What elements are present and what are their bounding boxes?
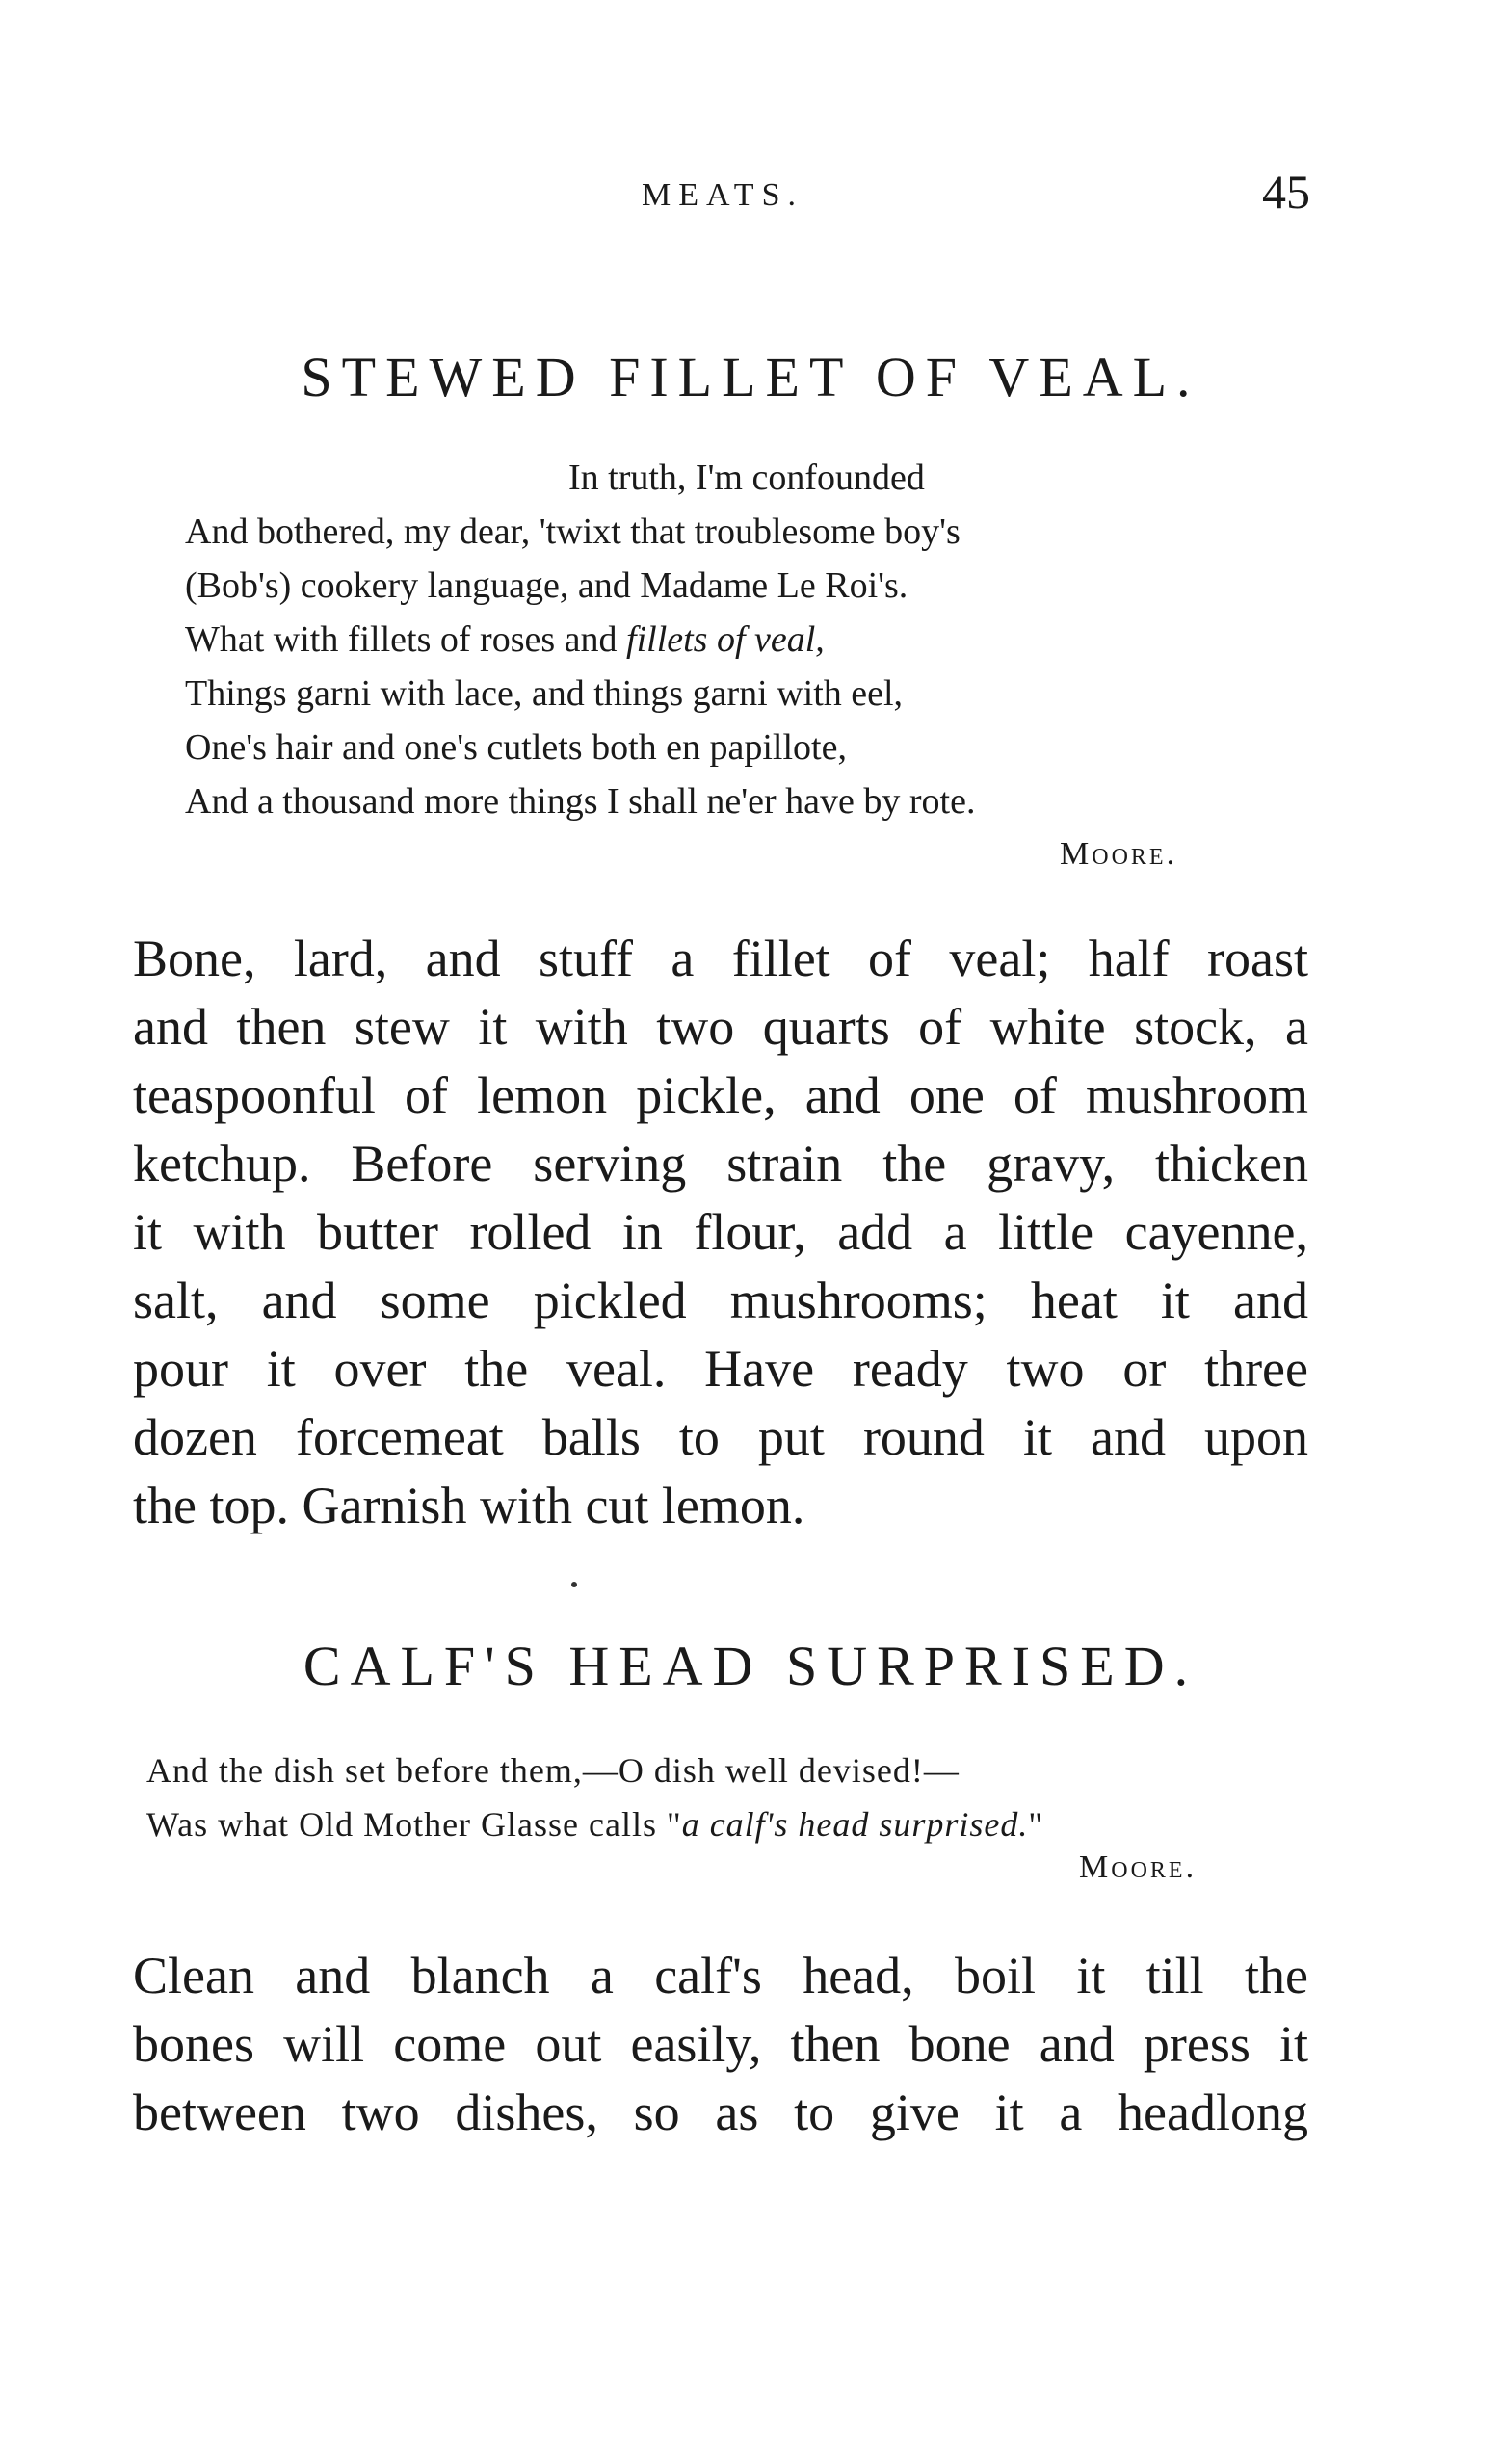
section-heading-stewed-fillet: STEWED FILLET OF VEAL. — [301, 346, 1200, 408]
text-line: the top. Garnish with cut lemon. — [133, 1477, 805, 1534]
poem-line: One's hair and one's cutlets both en papillote, — [185, 727, 847, 768]
recipe-text-stewed-fillet — [133, 925, 1308, 1540]
poem-attribution-2: Moore. — [1079, 1849, 1198, 1885]
running-head — [135, 164, 1310, 222]
text-line: ketchup. Before serving strain the gravy, thicken — [133, 1135, 1308, 1193]
text-line: teaspoonful of lemon pickle, and one of mushroom — [133, 1066, 1308, 1124]
text-line: it with butter rolled in flour, add a little cayenne, — [133, 1203, 1308, 1261]
poem-line: And the dish set before them,—O dish well devised!— — [146, 1751, 960, 1790]
text-line: between two dishes, so as to give it a headlong — [133, 2084, 1308, 2141]
poem-line: In truth, I'm confounded — [568, 458, 925, 498]
page-number: 45 — [1262, 165, 1310, 219]
text-line: and then stew it with two quarts of white stock, a — [133, 998, 1308, 1056]
poem-line: Was what Old Mother Glasse calls "a calf's head surprised." — [146, 1805, 1044, 1844]
poem-line: Things garni with lace, and things garni with eel, — [185, 673, 904, 714]
epigraph-poem-2 — [146, 1743, 1043, 1851]
section-heading-calfs-head: CALF'S HEAD SURPRISED. — [303, 1635, 1198, 1697]
text-line: Bone, lard, and stuff a fillet of veal; half roast — [133, 930, 1308, 987]
poem-line: What with fillets of roses and fillets of veal, — [185, 619, 825, 660]
text-line: Clean and blanch a calf's head, boil it till the — [133, 1947, 1308, 2005]
epigraph-poem — [185, 451, 975, 828]
running-title: MEATS. — [642, 177, 803, 213]
text-line: pour it over the veal. Have ready two or three — [133, 1340, 1308, 1398]
recipe-text-calfs-head — [133, 1942, 1308, 2147]
text-line: dozen forcemeat balls to put round it and upon — [133, 1408, 1308, 1466]
text-line: salt, and some pickled mushrooms; heat it and — [133, 1271, 1308, 1329]
poem-attribution: Moore. — [1060, 836, 1178, 872]
poem-line: And bothered, my dear, 'twixt that troublesome boy's — [185, 511, 961, 552]
section-divider — [571, 1582, 577, 1587]
text-line: bones will come out easily, then bone and press it — [133, 2015, 1308, 2073]
poem-line: (Bob's) cookery language, and Madame Le Roi's. — [185, 565, 908, 606]
poem-line: And a thousand more things I shall ne'er have by rote. — [185, 781, 976, 822]
